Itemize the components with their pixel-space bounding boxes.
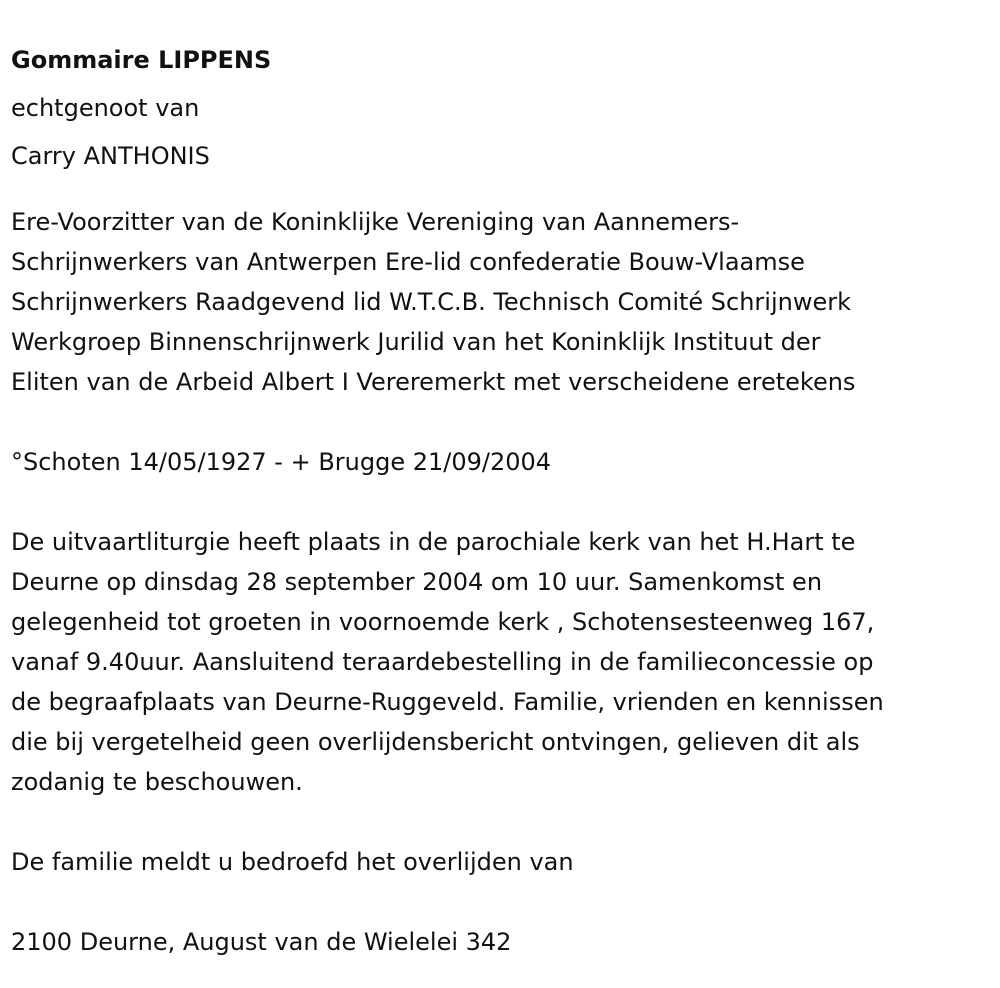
funeral-line: vanaf 9.40uur. Aansluitend teraardebestelling in de familieconcessie op (11, 648, 874, 676)
titles-line: Schrijnwerkers Raadgevend lid W.T.C.B. Technisch Comité Schrijnwerk (11, 288, 851, 316)
funeral-line: De uitvaartliturgie heeft plaats in de parochiale kerk van het H.Hart te (11, 528, 856, 556)
titles-line: Schrijnwerkers van Antwerpen Ere-lid confederatie Bouw-Vlaamse (11, 248, 805, 276)
deceased-name: Gommaire LIPPENS (11, 46, 272, 74)
titles-line: Eliten van de Arbeid Albert I Vereremerkt met verscheidene eretekens (11, 368, 856, 396)
dates-paragraph (11, 442, 986, 482)
funeral-line: gelegenheid tot groeten in voornoemde kerk , Schotensesteenweg 167, (11, 608, 875, 636)
birth-death-dates: °Schoten 14/05/1927 - + Brugge 21/09/2004 (11, 448, 552, 476)
relation-text: echtgenoot van (11, 94, 200, 122)
announcement-text: De familie meldt u bedroefd het overlijden van (11, 848, 574, 876)
funeral-line: die bij vergetelheid geen overlijdensbericht ontvingen, gelieven dit als (11, 728, 860, 756)
titles-line: Ere-Voorzitter van de Koninklijke Vereniging van Aannemers- (11, 208, 740, 236)
spouse-name: Carry ANTHONIS (11, 142, 210, 170)
address-text: 2100 Deurne, August van de Wielelei 342 (11, 928, 512, 956)
funeral-line: de begraafplaats van Deurne-Ruggeveld. Familie, vrienden en kennissen (11, 688, 884, 716)
obituary-document (11, 36, 986, 962)
address-paragraph (11, 922, 986, 962)
titles-line: Werkgroep Binnenschrijnwerk Jurilid van het Koninklijk Instituut der (11, 328, 821, 356)
funeral-line: Deurne op dinsdag 28 september 2004 om 10 uur. Samenkomst en (11, 568, 823, 596)
announcement-paragraph (11, 842, 986, 882)
funeral-paragraph (11, 522, 986, 802)
funeral-line: zodanig te beschouwen. (11, 768, 303, 796)
titles-paragraph (11, 202, 986, 402)
